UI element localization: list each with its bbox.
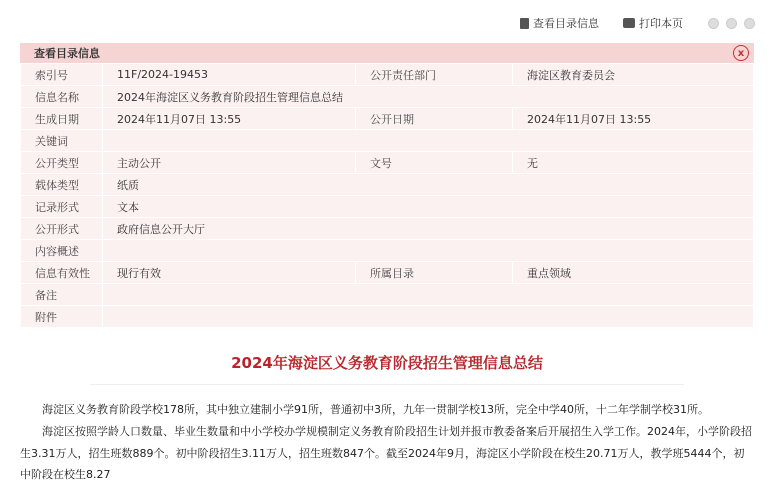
field-value: 主动公开	[103, 152, 356, 174]
table-row	[21, 86, 754, 108]
table-row	[21, 108, 754, 130]
article-title: 2024年海淀区义务教育阶段招生管理信息总结	[231, 354, 543, 372]
wechat-share-icon[interactable]	[708, 18, 719, 29]
field-value: 文本	[103, 196, 754, 218]
field-label: 文号	[356, 152, 513, 174]
field-value: 纸质	[103, 174, 754, 196]
field-value: 海淀区教育委员会	[513, 64, 754, 86]
field-value: 2024年11月07日 13:55	[513, 108, 754, 130]
field-label: 生成日期	[21, 108, 103, 130]
field-value: 重点领域	[513, 262, 754, 284]
table-row	[21, 196, 754, 218]
table-row	[21, 218, 754, 240]
field-value: 2024年海淀区义务教育阶段招生管理信息总结	[103, 86, 754, 108]
field-label: 载体类型	[21, 174, 103, 196]
printer-icon	[623, 18, 635, 28]
field-value: 无	[513, 152, 754, 174]
field-value	[103, 130, 754, 152]
table-row	[21, 262, 754, 284]
field-value	[103, 306, 754, 328]
field-label: 公开日期	[356, 108, 513, 130]
field-label: 关键词	[21, 130, 103, 152]
field-label: 所属目录	[356, 262, 513, 284]
field-value: 11F/2024-19453	[103, 64, 356, 86]
close-icon[interactable]: x	[733, 45, 749, 61]
share-icon[interactable]	[744, 18, 755, 29]
print-label: 打印本页	[639, 17, 683, 30]
catalog-table	[20, 63, 754, 328]
document-icon	[520, 18, 529, 29]
field-value: 现行有效	[103, 262, 356, 284]
field-label: 内容概述	[21, 240, 103, 262]
catalog-panel	[20, 43, 754, 328]
field-label: 信息名称	[21, 86, 103, 108]
field-label: 索引号	[21, 64, 103, 86]
table-row	[21, 284, 754, 306]
catalog-panel-header	[20, 43, 754, 63]
table-row	[21, 64, 754, 86]
field-label: 记录形式	[21, 196, 103, 218]
divider	[90, 384, 684, 385]
article-paragraph: 海淀区按照学龄人口数量、毕业生数量和中小学校办学规模制定义务教育阶段招生计划并报市教委备案后开展招生入学工作。2024年，小学阶段招生3.31万人，招生班数889个。初中阶段招生3.11万人，招生班数847个。截至2024年9月，海淀区小学阶段在校生20.71万人，教学班5444个，初中阶段在校生8.27	[20, 425, 752, 481]
field-label: 附件	[21, 306, 103, 328]
table-row	[21, 306, 754, 328]
table-row	[21, 174, 754, 196]
field-value: 政府信息公开大厅	[103, 218, 754, 240]
article-paragraph: 海淀区义务教育阶段学校178所，其中独立建制小学91所，普通初中3所，九年一贯制学校13所，完全中学40所，十二年学制学校31所。	[42, 403, 709, 416]
table-row	[21, 240, 754, 262]
toolbar	[0, 15, 774, 35]
weibo-share-icon[interactable]	[726, 18, 737, 29]
field-value	[103, 284, 754, 306]
field-label: 公开责任部门	[356, 64, 513, 86]
table-row	[21, 130, 754, 152]
field-value	[103, 240, 754, 262]
print-button[interactable]	[623, 15, 683, 31]
table-row	[21, 152, 754, 174]
field-label: 公开形式	[21, 218, 103, 240]
field-label: 公开类型	[21, 152, 103, 174]
field-label: 信息有效性	[21, 262, 103, 284]
field-value: 2024年11月07日 13:55	[103, 108, 356, 130]
view-catalog-label: 查看目录信息	[533, 17, 599, 30]
field-label: 备注	[21, 284, 103, 306]
view-catalog-button[interactable]	[520, 15, 599, 31]
catalog-panel-title: 查看目录信息	[34, 47, 100, 60]
